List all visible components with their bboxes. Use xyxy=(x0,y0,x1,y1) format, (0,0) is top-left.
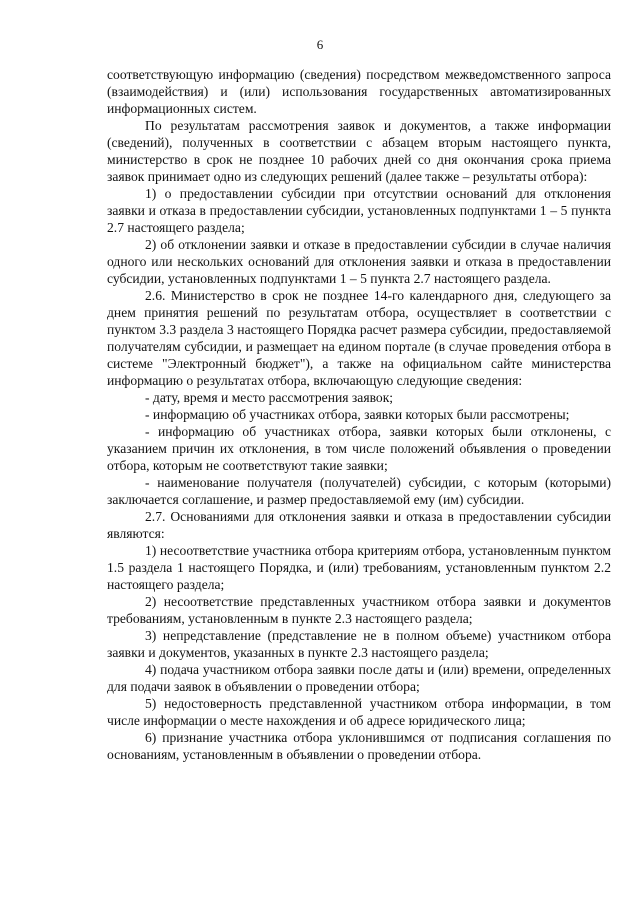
list-item: 1) о предоставлении субсидии при отсутствии оснований для отклонения заявки и отказа в предоставлении субсидии, установленных подпунктами 1 – 5 пункта 2.7 настоящего раздела; xyxy=(107,186,611,235)
list-item: - информацию об участниках отбора, заявки которых были рассмотрены; xyxy=(145,407,570,422)
paragraph: 2.7. Основаниями для отклонения заявки и отказа в предоставлении субсидии являются: xyxy=(107,509,611,541)
list-item: 4) подача участником отбора заявки после даты и (или) времени, определенных для подачи заявок в объявлении о проведении отбора; xyxy=(107,662,611,694)
paragraph: соответствующую информацию (сведения) посредством межведомственного запроса (взаимодействия) и (или) использования государственных автоматизированных информационных систем. xyxy=(107,67,611,116)
list-item: 6) признание участника отбора уклонившимся от подписания соглашения по основаниям, установленным в объявлении о проведении отбора. xyxy=(107,730,611,762)
list-item: 2) об отклонении заявки и отказе в предоставлении субсидии в случае наличия одного или нескольких оснований для отклонения заявки и отказа в предоставлении субсидии, установленных подпунктами 1 – 5 пункта 2.7 настоящего раздела. xyxy=(107,237,611,286)
list-item: 5) недостоверность представленной участником отбора информации, в том числе информации о месте нахождения и об адресе юридического лица; xyxy=(107,696,611,728)
list-item: - информацию об участниках отбора, заявки которых были отклонены, с указанием причин их отклонения, в том числе положений объявления о проведении отбора, которым не соответствуют такие заявки; xyxy=(107,424,611,473)
list-item: 3) непредставление (представление не в полном объеме) участником отбора заявки и документов, указанных в пункте 2.3 настоящего раздела; xyxy=(107,628,611,660)
page-number: 6 xyxy=(316,37,324,52)
list-item: 2) несоответствие представленных участником отбора заявки и документов требованиям, установленным в пункте 2.3 настоящего раздела; xyxy=(107,594,611,626)
paragraph: По результатам рассмотрения заявок и документов, а также информации (сведений), полученных в соответствии с абзацем вторым настоящего пункта, министерство в срок не позднее 10 рабочих дней со дня окончания срока приема заявок принимает одно из следующих решений (далее также – результаты отбора): xyxy=(107,118,611,184)
paragraph: 2.6. Министерство в срок не позднее 14-го календарного дня, следующего за днем принятия решений по результатам отбора, осуществляет в соответствии с пунктом 3.3 раздела 3 настоящего Порядка расчет размера субсидии, предоставляемой получателям субсидии, и размещает на едином портале (в случае проведения отбора в системе "Электронный бюджет"), а также на официальном сайте министерства информацию о результатах отбора, включающую следующие сведения: xyxy=(107,288,611,388)
list-item: 1) несоответствие участника отбора критериям отбора, установленным пунктом 1.5 раздела 1 настоящего Порядка, и (или) требованиям, установленным пунктом 2.2 настоящего раздела; xyxy=(107,543,611,592)
list-item: - наименование получателя (получателей) субсидии, с которым (которыми) заключается соглашение, и размер предоставляемой ему (им) субсидии. xyxy=(107,475,611,507)
body-text xyxy=(107,66,611,763)
list-item: - дату, время и место рассмотрения заявок; xyxy=(145,390,394,405)
